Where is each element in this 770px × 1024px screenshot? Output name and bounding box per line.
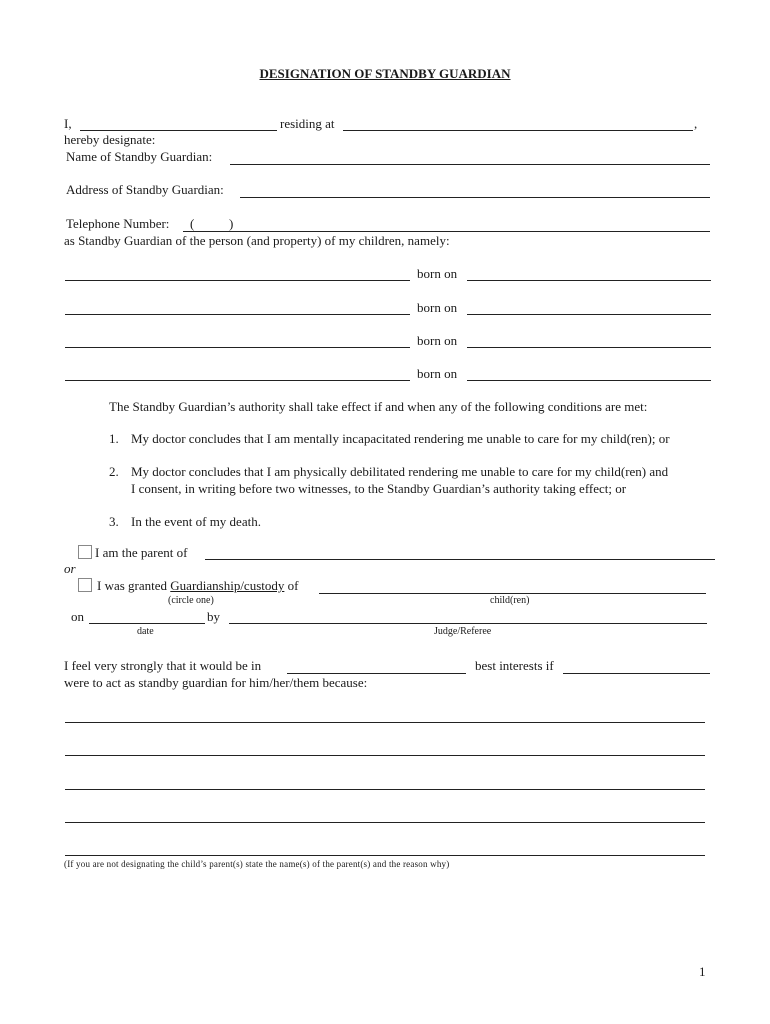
i-label: I,	[64, 116, 72, 131]
telephone-label: Telephone Number:	[66, 216, 170, 231]
guardian-address-label: Address of Standby Guardian:	[66, 182, 224, 197]
child-name-field-1[interactable]	[65, 280, 410, 281]
or-label: or	[64, 561, 76, 576]
reason-line-3[interactable]	[65, 789, 705, 790]
judge-referee-field[interactable]	[229, 623, 707, 624]
condition-text: In the event of my death.	[131, 514, 261, 529]
granted-date-field[interactable]	[89, 623, 205, 624]
date-caption: date	[137, 626, 154, 637]
granted-suffix: of	[287, 578, 299, 593]
born-on-label: born on	[417, 366, 458, 381]
parent-of-field[interactable]	[205, 559, 715, 560]
guardianship-checkbox[interactable]	[78, 578, 92, 592]
telephone-field[interactable]	[183, 231, 710, 232]
granted-children-field[interactable]	[319, 593, 706, 594]
guardianship-custody-option[interactable]: Guardianship/custody	[170, 578, 285, 593]
best-interest-middle: best interests if	[475, 658, 554, 673]
born-on-label: born on	[417, 266, 458, 281]
condition-number: 2.	[109, 464, 119, 479]
guardian-address-field[interactable]	[240, 197, 710, 198]
by-label: by	[207, 609, 220, 624]
reason-line-2[interactable]	[65, 755, 705, 756]
parent-label: I am the parent of	[95, 545, 188, 560]
child-birthdate-field-1[interactable]	[467, 280, 711, 281]
circle-one-caption: (circle one)	[168, 595, 214, 606]
reason-line-1[interactable]	[65, 722, 705, 723]
act-as-guardian-text: were to act as standby guardian for him/her/them because:	[64, 675, 368, 690]
proposed-guardian-field[interactable]	[563, 673, 710, 674]
children-caption: child(ren)	[490, 595, 530, 606]
born-on-label: born on	[417, 333, 458, 348]
parent-checkbox[interactable]	[78, 545, 92, 559]
judge-caption: Judge/Referee	[434, 626, 492, 637]
declarant-name-field[interactable]	[80, 130, 277, 131]
document-title: DESIGNATION OF STANDBY GUARDIAN	[259, 66, 511, 81]
page-number: 1	[699, 964, 706, 979]
guardian-name-field[interactable]	[230, 164, 710, 165]
reason-line-4[interactable]	[65, 822, 705, 823]
on-label: on	[71, 609, 84, 624]
footnote-text: (If you are not designating the child’s parent(s) state the name(s) of the parent(s) and the reason why)	[64, 859, 450, 869]
child-birthdate-field-4[interactable]	[467, 380, 711, 381]
declarant-address-field[interactable]	[343, 130, 693, 131]
condition-number: 1.	[109, 431, 119, 446]
comma-text: ,	[694, 116, 698, 131]
granted-prefix: I was granted	[97, 578, 168, 593]
area-code-open: (	[190, 216, 195, 231]
conditions-intro: The Standby Guardian’s authority shall take effect if and when any of the following conditions are met:	[109, 399, 648, 414]
condition-number: 3.	[109, 514, 119, 529]
condition-text-continued: I consent, in writing before two witnesses, to the Standby Guardian’s authority taking effect; or	[131, 481, 627, 496]
born-on-label: born on	[417, 300, 458, 315]
granted-label	[97, 578, 298, 594]
reason-line-5[interactable]	[65, 855, 705, 856]
child-name-field-3[interactable]	[65, 347, 410, 348]
child-birthdate-field-2[interactable]	[467, 314, 711, 315]
guardian-name-label: Name of Standby Guardian:	[66, 149, 213, 164]
best-interest-prefix: I feel very strongly that it would be in	[64, 658, 262, 673]
child-name-field-2[interactable]	[65, 314, 410, 315]
condition-text: My doctor concludes that I am mentally incapacitated rendering me unable to care for my child(ren); or	[131, 431, 670, 446]
area-code-close: )	[229, 216, 234, 231]
child-best-interest-field[interactable]	[287, 673, 466, 674]
designate-label: hereby designate:	[64, 132, 156, 147]
residing-label: residing at	[280, 116, 335, 131]
children-intro-text: as Standby Guardian of the person (and property) of my children, namely:	[64, 233, 450, 248]
child-name-field-4[interactable]	[65, 380, 410, 381]
condition-text: My doctor concludes that I am physically debilitated rendering me unable to care for my child(ren) and	[131, 464, 669, 479]
child-birthdate-field-3[interactable]	[467, 347, 711, 348]
